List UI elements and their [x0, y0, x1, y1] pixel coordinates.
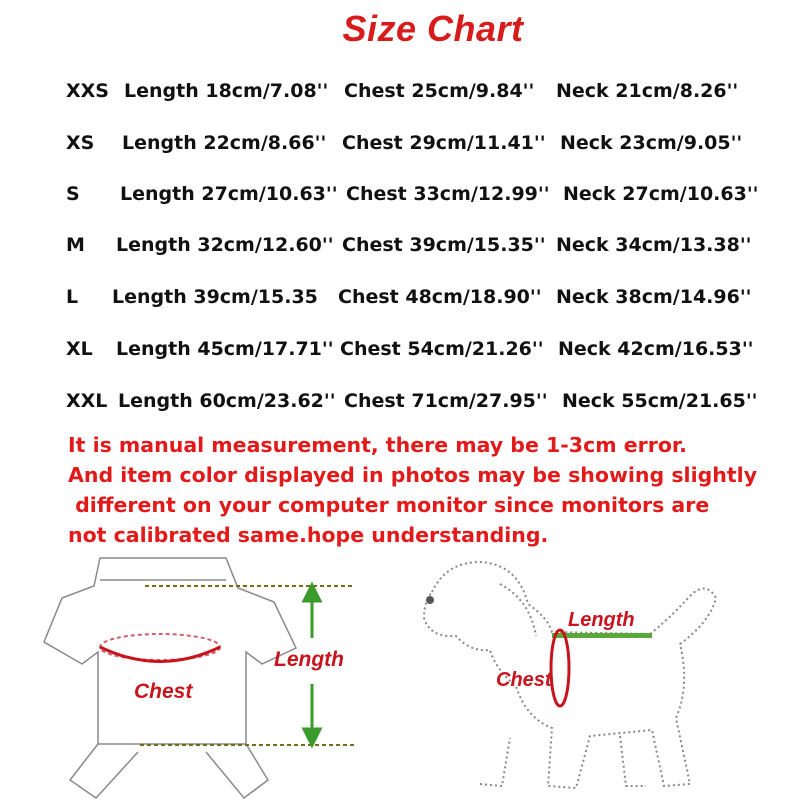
chest-value: Chest 48cm/18.90'': [338, 286, 542, 308]
size-row-xxl: [0, 390, 800, 420]
length-value: Length 45cm/17.71'': [116, 338, 334, 360]
neck-value: Neck 38cm/14.96'': [556, 286, 752, 308]
chest-value: Chest 71cm/27.95'': [344, 390, 548, 412]
neck-value: Neck 55cm/21.65'': [562, 390, 758, 412]
size-label: XXL: [66, 390, 108, 412]
size-row-xxs: [0, 80, 800, 110]
chest-value: Chest 54cm/21.26'': [340, 338, 544, 360]
measurement-diagram: [0, 540, 800, 800]
length-value: Length 60cm/23.62'': [118, 390, 336, 412]
neck-value: Neck 23cm/9.05'': [560, 132, 743, 154]
chest-value: Chest 39cm/15.35'': [342, 234, 546, 256]
dog-chest-ring: [551, 630, 569, 706]
length-value: Length 18cm/7.08'': [124, 80, 329, 102]
chest-value: Chest 33cm/12.99'': [346, 183, 550, 205]
garment-length-label: Length: [274, 648, 344, 671]
dog-ear-outline: [500, 584, 536, 636]
dog-front-leg-outline: [480, 738, 510, 786]
measurement-note: [68, 430, 788, 550]
dog-chest-label: Chest: [496, 669, 552, 691]
dog-length-label: Length: [568, 609, 635, 631]
note-line: And item color displayed in photos may be showing slightly: [68, 463, 758, 487]
size-label: M: [66, 234, 85, 256]
size-row-xs: [0, 132, 800, 162]
size-row-xl: [0, 338, 800, 368]
size-label: L: [66, 286, 79, 308]
neck-value: Neck 27cm/10.63'': [563, 183, 759, 205]
dog-back-leg-outline: [620, 736, 646, 786]
note-line: not calibrated same.hope understanding.: [68, 523, 549, 547]
garment-right-leg: [206, 744, 268, 798]
note-line: It is manual measurement, there may be 1-3cm error.: [68, 433, 687, 457]
dog-nose-icon: [426, 596, 434, 604]
garment-chest-label: Chest: [134, 680, 193, 703]
neck-value: Neck 34cm/13.38'': [556, 234, 752, 256]
neck-value: Neck 21cm/8.26'': [556, 80, 739, 102]
length-value: Length 39cm/15.35: [112, 286, 318, 308]
chest-value: Chest 29cm/11.41'': [342, 132, 546, 154]
size-label: XL: [66, 338, 93, 360]
note-line: different on your computer monitor since monitors are: [68, 493, 710, 517]
length-value: Length 32cm/12.60'': [116, 234, 334, 256]
garment-left-leg: [70, 744, 138, 798]
size-row-s: [0, 183, 800, 213]
length-value: Length 27cm/10.63'': [120, 183, 338, 205]
garment-illustration: [44, 558, 296, 798]
neck-value: Neck 42cm/16.53'': [558, 338, 754, 360]
size-label: XS: [66, 132, 95, 154]
page-title: Size Chart: [342, 8, 524, 49]
length-value: Length 22cm/8.66'': [122, 132, 327, 154]
size-row-m: [0, 234, 800, 264]
size-row-l: [0, 286, 800, 316]
dog-length-bar: [552, 633, 652, 638]
size-label: XXS: [66, 80, 109, 102]
size-label: S: [66, 183, 80, 205]
chest-value: Chest 25cm/9.84'': [344, 80, 535, 102]
